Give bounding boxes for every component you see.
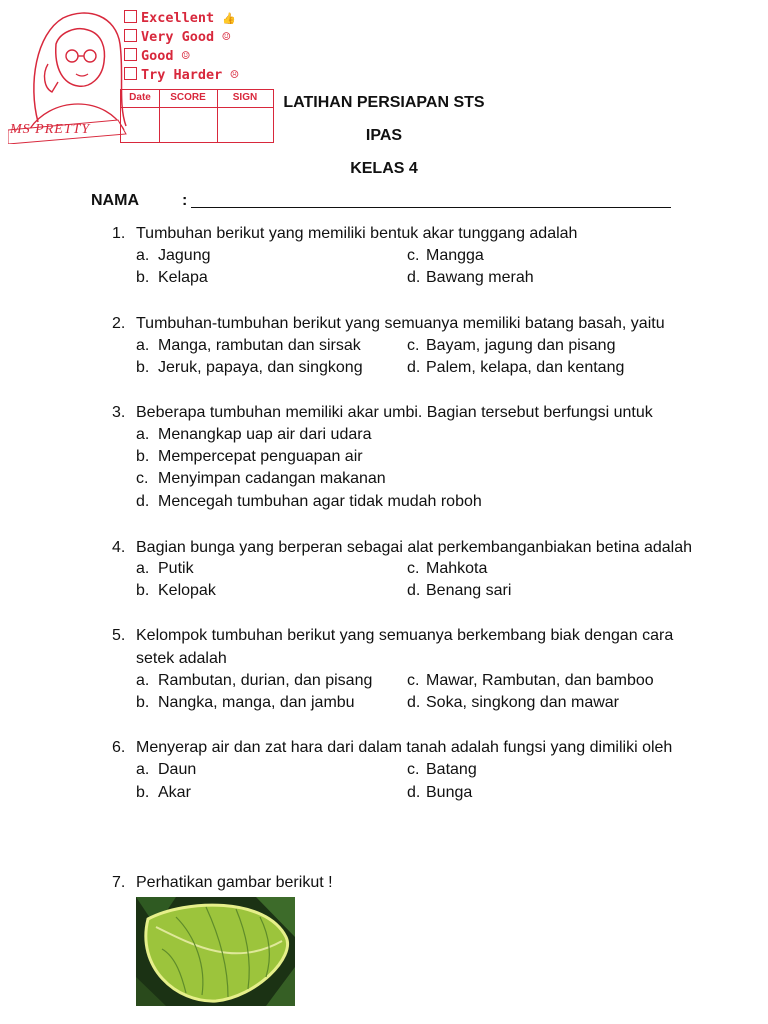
- sign-header: SIGN: [232, 92, 258, 103]
- option-letter: c.: [136, 470, 149, 487]
- leaf-picture: [136, 897, 295, 1006]
- option-text: Benang sari: [426, 582, 512, 599]
- option-letter: a.: [136, 761, 150, 778]
- option-text: Mencegah tumbuhan agar tidak mudah roboh: [158, 493, 482, 510]
- date-header: Date: [129, 92, 151, 103]
- question-text: setek adalah: [136, 650, 227, 667]
- option-text: Palem, kelapa, dan kentang: [426, 359, 625, 376]
- check-very-good[interactable]: Very Good ☺: [124, 29, 230, 45]
- option-letter: d.: [407, 269, 421, 286]
- option-letter: b.: [136, 582, 150, 599]
- sad-face-icon: ☹: [230, 67, 239, 83]
- option-text: Jagung: [158, 247, 211, 264]
- option-letter: b.: [136, 359, 150, 376]
- option-text: Bawang merah: [426, 269, 534, 286]
- option-letter: b.: [136, 269, 150, 286]
- check-excellent[interactable]: Excellent 👍: [124, 10, 236, 26]
- option-letter: d.: [407, 359, 421, 376]
- option-text: Soka, singkong dan mawar: [426, 694, 619, 711]
- option-letter: c.: [407, 560, 420, 577]
- option-text: Akar: [158, 784, 191, 801]
- option-text: Mangga: [426, 247, 484, 264]
- option-text: Jeruk, papaya, dan singkong: [158, 359, 363, 376]
- option-text: Nangka, manga, dan jambu: [158, 694, 355, 711]
- question-text: Beberapa tumbuhan memiliki akar umbi. Bagian tersebut berfungsi untuk: [136, 404, 653, 421]
- subject-title: IPAS: [365, 127, 403, 144]
- option-letter: a.: [136, 672, 150, 689]
- option-letter: b.: [136, 448, 150, 465]
- option-text: Bunga: [426, 784, 473, 801]
- option-letter: c.: [407, 337, 420, 354]
- option-letter: d.: [407, 784, 421, 801]
- option-text: Mawar, Rambutan, dan bamboo: [426, 672, 654, 689]
- option-text: Menyimpan cadangan makanan: [158, 470, 386, 487]
- question-number: 6.: [112, 739, 126, 756]
- option-text: Putik: [158, 560, 194, 577]
- option-letter: c.: [407, 247, 420, 264]
- question-text: Menyerap air dan zat hara dari dalam tanah adalah fungsi yang dimiliki oleh: [136, 739, 673, 756]
- option-text: Kelopak: [158, 582, 216, 599]
- question-text: Bagian bunga yang berperan sebagai alat perkembanganbiakan betina adalah: [136, 539, 692, 556]
- question-number: 3.: [112, 404, 126, 421]
- option-text: Batang: [426, 761, 477, 778]
- option-letter: c.: [407, 672, 420, 689]
- option-letter: b.: [136, 694, 150, 711]
- question-number: 7.: [112, 874, 126, 891]
- option-text: Menangkap uap air dari udara: [158, 426, 372, 443]
- option-letter: a.: [136, 426, 150, 443]
- option-text: Daun: [158, 761, 197, 778]
- option-letter: d.: [136, 493, 150, 510]
- question-text: Tumbuhan berikut yang memiliki bentuk akar tunggang adalah: [136, 225, 578, 242]
- question-number: 1.: [112, 225, 126, 242]
- name-label: NAMA: [91, 192, 139, 209]
- check-good[interactable]: Good ☺: [124, 48, 190, 64]
- option-letter: d.: [407, 694, 421, 711]
- option-text: Manga, rambutan dan sirsak: [158, 337, 361, 354]
- question-number: 2.: [112, 315, 126, 332]
- question-text: Kelompok tumbuhan berikut yang semuanya berkembang biak dengan cara: [136, 627, 674, 644]
- option-text: Rambutan, durian, dan pisang: [158, 672, 373, 689]
- option-letter: a.: [136, 560, 150, 577]
- option-text: Bayam, jagung dan pisang: [426, 337, 616, 354]
- worksheet-title: LATIHAN PERSIAPAN STS: [283, 94, 485, 111]
- question-number: 4.: [112, 539, 126, 556]
- option-letter: c.: [407, 761, 420, 778]
- name-colon: :: [182, 192, 188, 209]
- option-letter: a.: [136, 337, 150, 354]
- option-letter: b.: [136, 784, 150, 801]
- smiley-icon: ☺: [222, 29, 231, 45]
- question-number: 5.: [112, 627, 126, 644]
- thumbs-up-icon: 👍: [222, 12, 236, 25]
- option-text: Mahkota: [426, 560, 488, 577]
- class-title: KELAS 4: [350, 160, 418, 177]
- option-letter: a.: [136, 247, 150, 264]
- leaf-image: [136, 897, 295, 1006]
- option-text: Mempercepat penguapan air: [158, 448, 363, 465]
- score-header: SCORE: [170, 92, 206, 103]
- brand-name: MS PRETTY: [10, 122, 91, 137]
- check-try-harder[interactable]: Try Harder ☹: [124, 67, 239, 83]
- question-text: Tumbuhan-tumbuhan berikut yang semuanya memiliki batang basah, yaitu: [136, 315, 665, 332]
- smiley-icon: ☺: [181, 48, 190, 64]
- question-text: Perhatikan gambar berikut !: [136, 874, 333, 891]
- option-text: Kelapa: [158, 269, 208, 286]
- option-letter: d.: [407, 582, 421, 599]
